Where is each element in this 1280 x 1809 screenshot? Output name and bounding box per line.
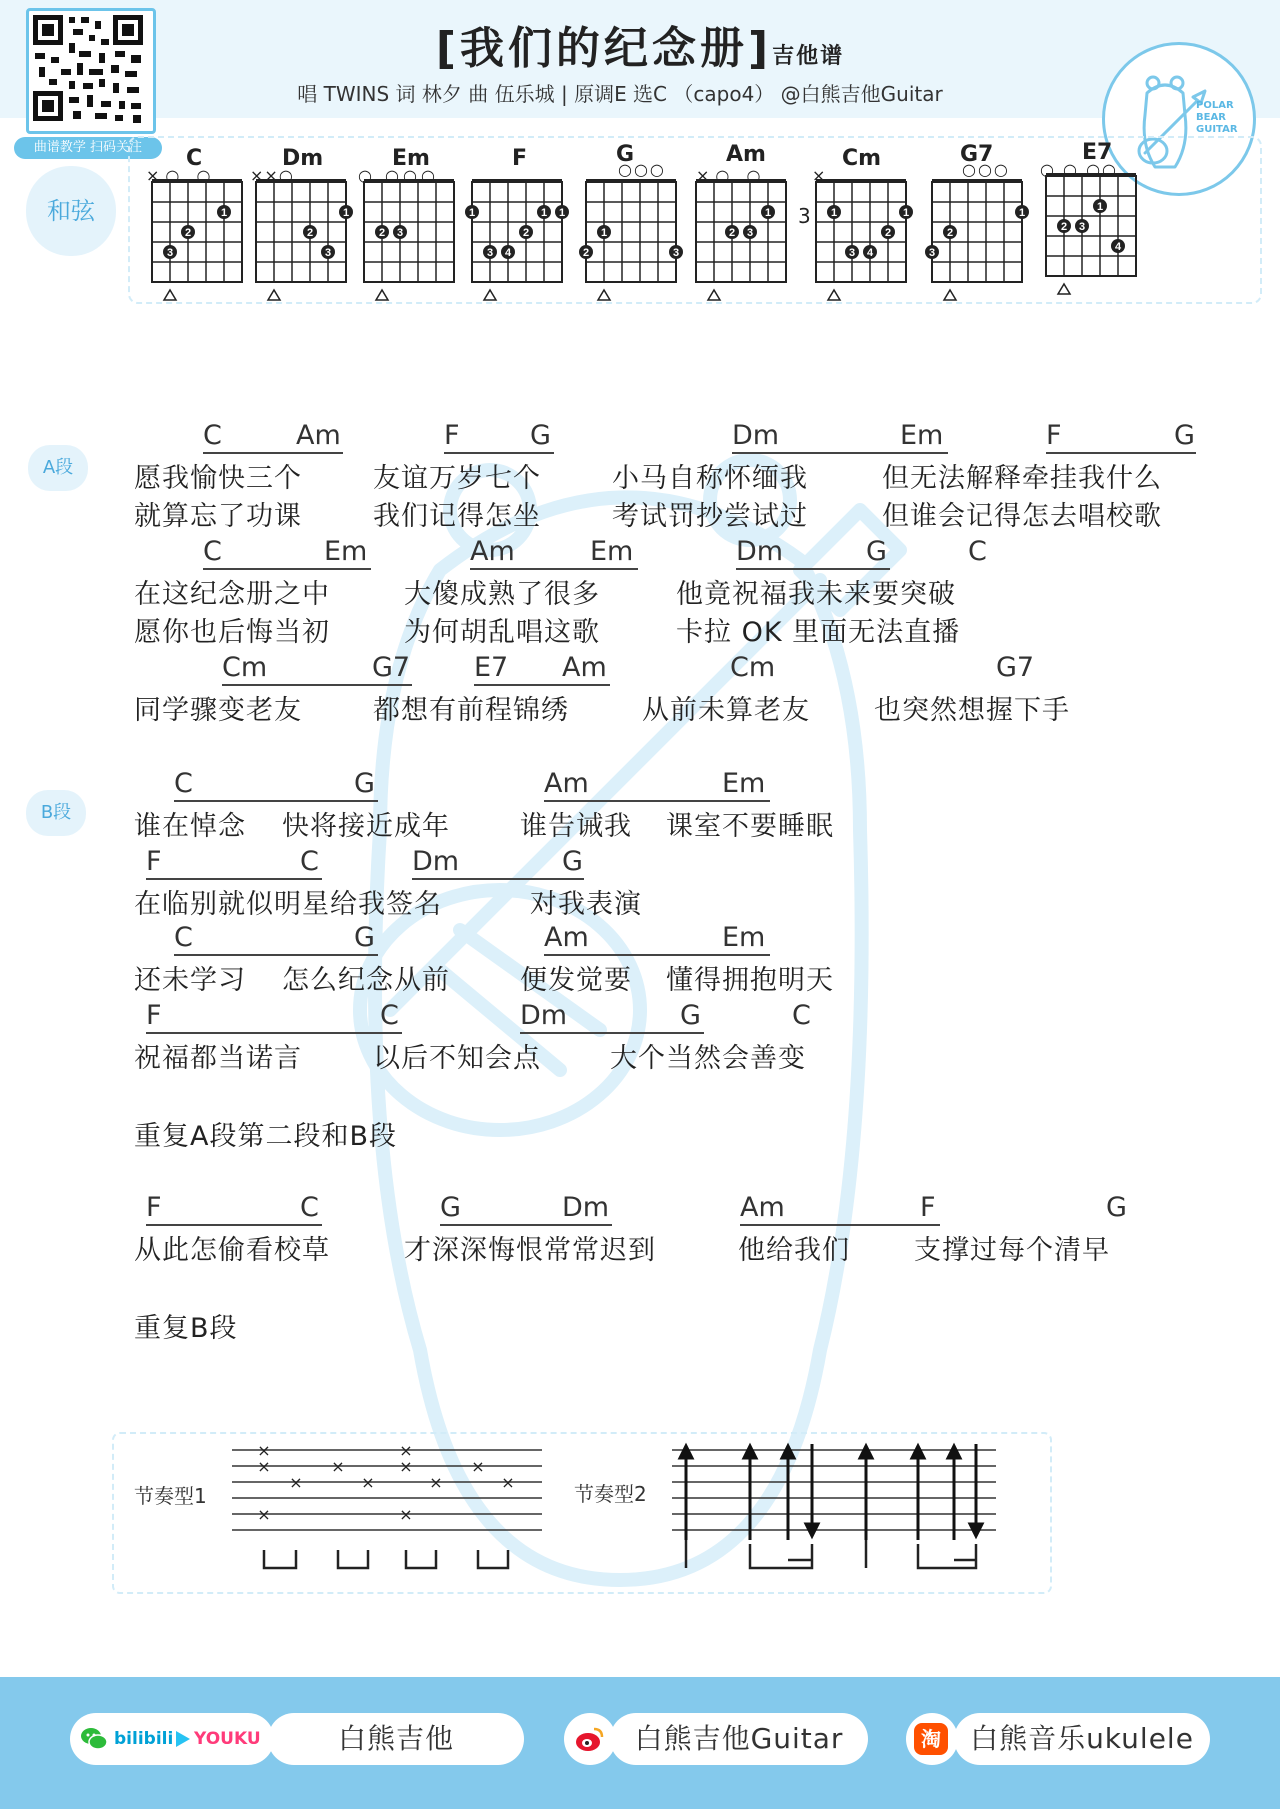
chord-underline (146, 1224, 322, 1226)
svg-text:3: 3 (396, 227, 404, 239)
chord-underline (444, 452, 554, 454)
chord-label: F (146, 846, 162, 877)
wechat-icon (80, 1725, 108, 1753)
svg-text:1: 1 (342, 207, 350, 219)
logo-text-line: BEAR (1196, 112, 1226, 123)
chord-label: C (203, 420, 222, 451)
svg-text:3: 3 (672, 247, 680, 259)
chord-label: Am (740, 1192, 785, 1223)
lyric-phrase: 怎么纪念从前 (282, 965, 450, 996)
svg-text:×: × (289, 1473, 303, 1492)
chord-underline (740, 1224, 940, 1226)
chord-underline (474, 684, 610, 686)
chord-label: C (300, 1192, 319, 1223)
bilibili-logo: bilibili (114, 1729, 174, 1749)
svg-text:2: 2 (946, 227, 954, 239)
chord-label: C (174, 922, 193, 953)
chord-label: Am (562, 652, 607, 683)
chord-label: G (1174, 420, 1195, 451)
svg-text:1: 1 (764, 207, 772, 219)
weibo-account-link[interactable]: 白熊吉他Guitar (610, 1713, 868, 1765)
chord-underline (174, 800, 378, 802)
rhythm-pattern-2 (670, 1440, 1000, 1580)
lyric-phrase: 支撑过每个清早 (914, 1235, 1110, 1266)
svg-text:3: 3 (1078, 221, 1086, 233)
lyric-phrase: 愿我愉快三个 (134, 463, 302, 494)
lyric-phrase: 在临别就似明星给我签名 (134, 889, 442, 920)
lyric-phrase: 才深深悔恨常常迟到 (404, 1235, 656, 1266)
chord-diagram-g7 (925, 181, 1029, 300)
chord-string-markers: ○○○ (618, 160, 666, 179)
lyric-phrase: 卡拉 OK 里面无法直播 (676, 617, 961, 648)
chord-label: Em (900, 420, 944, 451)
rhythm-label-2: 节奏型2 (574, 1482, 647, 1506)
svg-text:×: × (331, 1457, 345, 1476)
svg-text:3: 3 (324, 247, 332, 259)
lyric-phrase: 快将接近成年 (282, 811, 450, 842)
chord-label: C (968, 536, 987, 567)
chord-underline (222, 684, 412, 686)
chord-name: Em (392, 146, 430, 171)
chord-name: Am (726, 142, 766, 167)
chord-label: Em (722, 922, 766, 953)
logo-text-line: POLAR (1196, 100, 1234, 111)
lyric-phrase: 但无法解释牵挂我什么 (882, 463, 1162, 494)
section-tag-a: A段 (28, 445, 88, 491)
chord-label: Am (544, 922, 589, 953)
chords-label: 和弦 (26, 166, 116, 256)
chord-label: G (1106, 1192, 1127, 1223)
chord-underline (544, 954, 770, 956)
video-platform-badges[interactable] (70, 1713, 274, 1765)
chord-label: E7 (474, 652, 509, 683)
svg-text:2: 2 (184, 227, 192, 239)
chord-underline (203, 452, 343, 454)
lyric-phrase: 他竟祝福我未来要突破 (676, 579, 956, 610)
lyric-phrase: 考试罚抄尝试过 (612, 501, 808, 532)
chord-diagram-e7 (1046, 175, 1136, 294)
chord-label: C (174, 768, 193, 799)
chord-name: F (512, 146, 528, 171)
svg-text:3: 3 (928, 247, 936, 259)
chord-string-markers: ××○ (250, 166, 294, 185)
taobao-icon: 淘 (914, 1723, 948, 1755)
chord-label: C (203, 536, 222, 567)
youku-logo: YOUKU (194, 1729, 261, 1749)
chord-underline (440, 1224, 612, 1226)
lyric-phrase: 从前未算老友 (642, 695, 810, 726)
svg-text:4: 4 (504, 247, 512, 259)
chord-label: F (444, 420, 460, 451)
chord-name: Dm (282, 146, 324, 171)
svg-text:×: × (399, 1441, 413, 1460)
svg-text:×: × (399, 1457, 413, 1476)
section-tag-b: B段 (26, 790, 86, 836)
chord-label: G (354, 922, 375, 953)
chord-string-markers: × (812, 166, 826, 185)
lyric-phrase: 但谁会记得怎去唱校歌 (882, 501, 1162, 532)
chord-underline (412, 878, 584, 880)
lyric-phrase: 便发觉要 (520, 965, 632, 996)
rhythm-label-1: 节奏型1 (134, 1484, 207, 1508)
svg-text:2: 2 (1060, 221, 1068, 233)
svg-text:3: 3 (746, 227, 754, 239)
lyric-phrase: 从此怎偷看校草 (134, 1235, 330, 1266)
svg-text:×: × (257, 1505, 271, 1524)
chord-label: Cm (222, 652, 268, 683)
chord-underline (146, 878, 322, 880)
chord-underline (470, 568, 638, 570)
chord-name: C (186, 146, 203, 171)
chord-underline (520, 1032, 704, 1034)
chord-underline (146, 1032, 402, 1034)
svg-text:1: 1 (558, 207, 566, 219)
svg-text:3: 3 (166, 247, 174, 259)
lyric-phrase: 谁在悼念 (134, 811, 246, 842)
chord-label: Dm (412, 846, 460, 877)
chord-label: Cm (730, 652, 776, 683)
taobao-badge[interactable] (906, 1713, 958, 1765)
svg-text:4: 4 (1114, 241, 1122, 253)
chord-diagram-f (465, 181, 569, 300)
chord-string-markers: ×○ ○ (146, 166, 217, 185)
svg-text:1: 1 (468, 207, 476, 219)
lyric-phrase: 也突然想握下手 (874, 695, 1070, 726)
chord-label: Em (324, 536, 368, 567)
chord-label: Am (544, 768, 589, 799)
song-credits: 唱 TWINS 词 林夕 曲 伍乐城 | 原调E 选C （capo4） @白熊吉他Guitar (297, 82, 943, 106)
logo-text-line: GUITAR (1196, 124, 1238, 135)
svg-text:1: 1 (600, 227, 608, 239)
chord-label: G7 (372, 652, 411, 683)
svg-text:1: 1 (1096, 201, 1104, 213)
bilibili-account-link[interactable]: 白熊吉他 (268, 1713, 524, 1765)
chord-string-markers: ×○ ○ (696, 166, 767, 185)
lyric-phrase: 他给我们 (738, 1235, 850, 1266)
svg-text:1: 1 (902, 207, 910, 219)
chord-string-markers: ○○○ (962, 160, 1010, 179)
chord-diagram-dm (256, 181, 353, 300)
svg-text:2: 2 (378, 227, 386, 239)
chord-label: F (146, 1192, 162, 1223)
svg-text:×: × (429, 1473, 443, 1492)
svg-text:×: × (501, 1473, 515, 1492)
chord-label: C (792, 1000, 811, 1031)
chord-diagram-g (579, 181, 683, 300)
logo-text (1196, 100, 1238, 136)
svg-text:2: 2 (522, 227, 530, 239)
chord-label: F (146, 1000, 162, 1031)
chord-underline (732, 452, 948, 454)
chord-diagram-em (364, 181, 454, 300)
chord-label: G (440, 1192, 461, 1223)
chord-diagram-cm (816, 181, 913, 300)
chord-label: Dm (736, 536, 784, 567)
chord-underline (736, 568, 890, 570)
chord-label: C (300, 846, 319, 877)
lyric-phrase: 大傻成熟了很多 (404, 579, 600, 610)
svg-text:4: 4 (866, 247, 874, 259)
chord-label: G (530, 420, 551, 451)
chord-underline (174, 954, 378, 956)
lyric-phrase: 对我表演 (530, 889, 642, 920)
chord-string-markers: ○ ○○○ (358, 166, 439, 185)
lyric-phrase: 祝福都当诺言 (134, 1043, 302, 1074)
svg-text:2: 2 (582, 247, 590, 259)
svg-text:×: × (361, 1473, 375, 1492)
chord-label: G (562, 846, 583, 877)
chord-label: Dm (562, 1192, 610, 1223)
svg-text:1: 1 (540, 207, 548, 219)
lyric-phrase: 课室不要睡眠 (666, 811, 834, 842)
chord-name: G7 (960, 142, 994, 167)
chord-label: G (680, 1000, 701, 1031)
chord-underline (1046, 452, 1196, 454)
svg-text:1: 1 (220, 207, 228, 219)
svg-text:×: × (471, 1457, 485, 1476)
chord-diagram-am (696, 181, 786, 300)
lyric-phrase: 小马自称怀缅我 (612, 463, 808, 494)
svg-text:3: 3 (486, 247, 494, 259)
chord-label: F (920, 1192, 936, 1223)
chord-label: Em (590, 536, 634, 567)
chord-label: Dm (732, 420, 780, 451)
lyric-phrase: 友谊万岁七个 (373, 463, 541, 494)
weibo-icon (574, 1725, 606, 1753)
lyric-phrase: 为何胡乱唱这歌 (404, 617, 600, 648)
chord-fret-number: 3 (798, 204, 811, 228)
lyric-phrase: 还未学习 (134, 965, 246, 996)
lyric-phrase: 谁告诫我 (520, 811, 632, 842)
lyric-phrase: 愿你也后悔当初 (134, 617, 330, 648)
chord-name: G (616, 142, 635, 167)
song-title-text: [我们的纪念册] (435, 23, 773, 74)
lyric-phrase: 在这纪念册之中 (134, 579, 330, 610)
chord-diagram-c (152, 181, 242, 300)
lyric-phrase: 同学骤变老友 (134, 695, 302, 726)
chord-label: Em (722, 768, 766, 799)
chord-underline (544, 800, 770, 802)
chord-name: Cm (842, 146, 882, 171)
song-title-suffix: 吉他谱 (772, 44, 845, 69)
chord-label: Am (296, 420, 341, 451)
repeat-instruction: 重复A段第二段和B段 (134, 1121, 397, 1152)
svg-text:1: 1 (1018, 207, 1026, 219)
qr-caption: 曲谱教学 扫码关注 (14, 137, 162, 159)
chord-underline (203, 568, 371, 570)
svg-text:2: 2 (884, 227, 892, 239)
chord-name: E7 (1082, 140, 1113, 165)
lyric-phrase: 以后不知会点 (373, 1043, 541, 1074)
repeat-instruction: 重复B段 (134, 1313, 238, 1344)
svg-text:2: 2 (728, 227, 736, 239)
svg-text:1: 1 (830, 207, 838, 219)
chord-string-markers: ○ ○ ○○ (1040, 160, 1119, 179)
youku-play-icon (174, 1729, 192, 1749)
svg-text:×: × (257, 1457, 271, 1476)
lyric-phrase: 都想有前程锦绣 (373, 695, 569, 726)
chord-label: Am (470, 536, 515, 567)
lyric-phrase: 就算忘了功课 (134, 501, 302, 532)
svg-text:×: × (257, 1441, 271, 1460)
chord-label: F (1046, 420, 1062, 451)
lyric-phrase: 懂得拥抱明天 (666, 965, 834, 996)
svg-text:3: 3 (848, 247, 856, 259)
chord-label: G (354, 768, 375, 799)
song-title (0, 12, 1280, 76)
chord-label: G7 (996, 652, 1035, 683)
chord-label: C (380, 1000, 399, 1031)
lyric-phrase: 大个当然会善变 (610, 1043, 806, 1074)
weibo-badge[interactable] (564, 1713, 616, 1765)
rhythm-pattern-1 (230, 1440, 546, 1580)
lyric-phrase: 我们记得怎坐 (373, 501, 541, 532)
taobao-shop-link[interactable]: 白熊音乐ukulele (954, 1713, 1210, 1765)
svg-text:×: × (399, 1505, 413, 1524)
chord-label: Dm (520, 1000, 568, 1031)
chord-label: G (866, 536, 887, 567)
svg-text:2: 2 (306, 227, 314, 239)
